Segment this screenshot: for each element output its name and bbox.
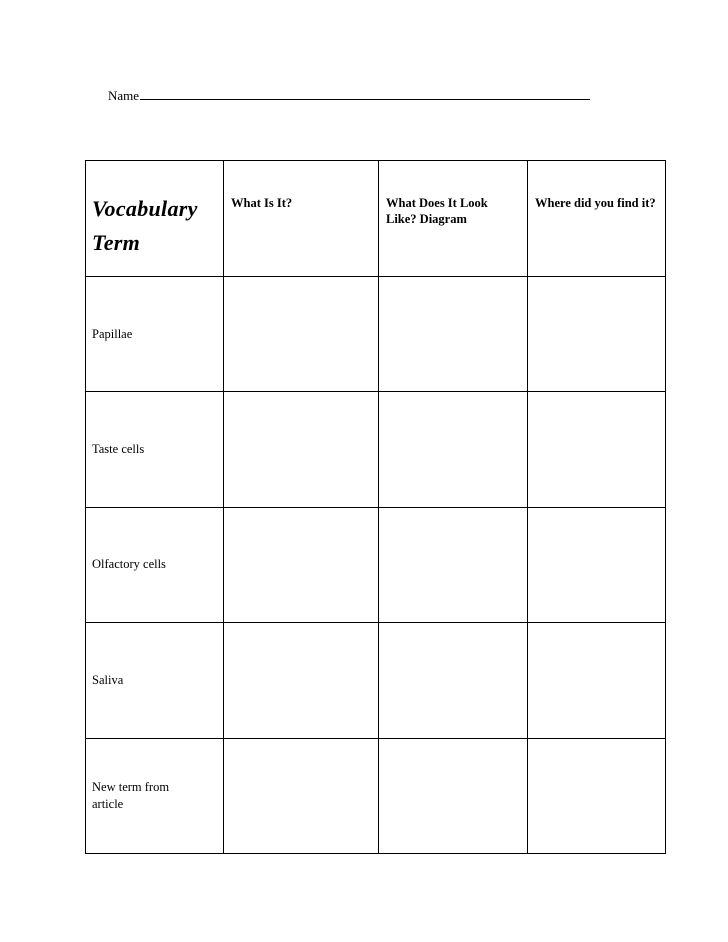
- header-cell-look: [379, 161, 528, 277]
- header-cell-where: [528, 161, 666, 277]
- name-label: Name: [108, 88, 140, 103]
- term-cell: [86, 507, 224, 622]
- header-vocabulary-term: Vocabulary Term: [92, 196, 198, 255]
- table-row: [86, 277, 666, 392]
- header-where-did-you-find-it: Where did you find it?: [535, 196, 656, 210]
- where-cell[interactable]: [528, 507, 666, 622]
- where-cell[interactable]: [528, 738, 666, 853]
- where-cell[interactable]: [528, 277, 666, 392]
- header-cell-term: [86, 161, 224, 277]
- term-label: New term from article: [92, 779, 170, 811]
- look-cell[interactable]: [379, 507, 528, 622]
- what-cell[interactable]: [224, 277, 379, 392]
- what-cell[interactable]: [224, 392, 379, 507]
- look-cell[interactable]: [379, 623, 528, 738]
- table-row: [86, 738, 666, 853]
- header-what-is-it: What Is It?: [231, 196, 293, 210]
- header-what-does-it-look-like: What Does It Look Like? Diagram: [386, 196, 488, 226]
- vocabulary-table: [85, 160, 666, 854]
- term-cell: [86, 623, 224, 738]
- table-row: [86, 623, 666, 738]
- header-row: [86, 161, 666, 277]
- term-cell: [86, 277, 224, 392]
- header-cell-what: [224, 161, 379, 277]
- term-label: Taste cells: [92, 441, 145, 456]
- table-row: [86, 392, 666, 507]
- look-cell[interactable]: [379, 392, 528, 507]
- term-label: Papillae: [92, 326, 133, 341]
- table-row: [86, 507, 666, 622]
- term-cell: [86, 738, 224, 853]
- what-cell[interactable]: [224, 507, 379, 622]
- where-cell[interactable]: [528, 392, 666, 507]
- what-cell[interactable]: [224, 738, 379, 853]
- term-label: Olfactory cells: [92, 557, 166, 572]
- term-label: Saliva: [92, 672, 124, 687]
- look-cell[interactable]: [379, 277, 528, 392]
- name-blank-line[interactable]: [140, 86, 590, 100]
- what-cell[interactable]: [224, 623, 379, 738]
- term-cell: [86, 392, 224, 507]
- where-cell[interactable]: [528, 623, 666, 738]
- name-field: [108, 86, 592, 104]
- look-cell[interactable]: [379, 738, 528, 853]
